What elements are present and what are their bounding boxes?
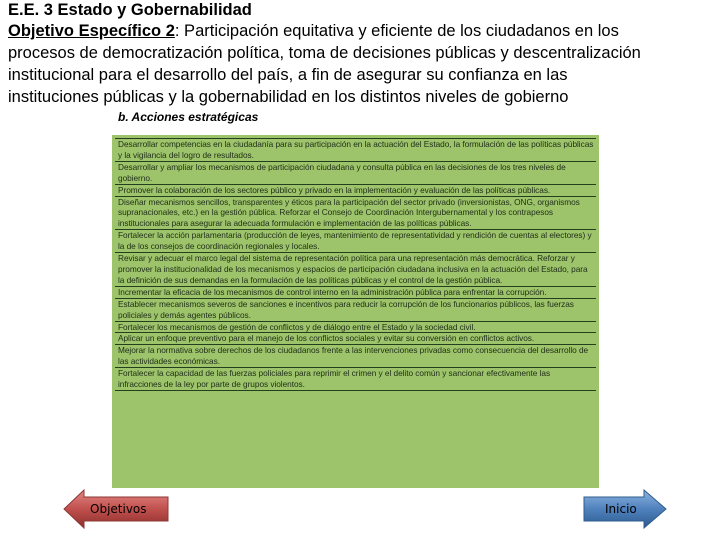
action-item: Diseñar mecanismos sencillos, transparentes y éticos para la participación del sector privado (inversionistas, ONG, organismos supranacionales, etc.) en la gestión pública. Reforzar el Consejo de Coordinación Intergubernamental y los contrapesos institucionales para asegurar la adecuada formulación e implementación de las políticas públicas.: [115, 197, 596, 231]
inicio-home-button[interactable]: [580, 489, 670, 529]
actions-panel: [112, 135, 599, 488]
action-item: Fortalecer la acción parlamentaria (producción de leyes, mantenimiento de representatividad y rendición de cuentas al electores) y la de los consejos de coordinación regionales y locales.: [115, 230, 596, 253]
objetivos-back-button[interactable]: [62, 489, 172, 529]
action-item: Desarrollar y ampliar los mecanismos de participación ciudadana y consulta pública en las decisiones de los tres niveles de gobierno.: [115, 162, 596, 185]
action-item: Mejorar la normativa sobre derechos de los ciudadanos frente a las intervenciones privadas como consecuencia del desarrollo de las actividades económicas.: [115, 345, 596, 368]
objective-text: [8, 20, 720, 108]
objetivos-label: Objetivos: [90, 502, 147, 516]
inicio-label: Inicio: [605, 502, 637, 516]
actions-list: [115, 138, 596, 391]
objective-line: instituciones públicas y la gobernabilidad en los distintos niveles de gobierno: [8, 88, 569, 106]
action-item: Fortalecer la capacidad de las fuerzas policiales para reprimir el crimen y el delito común y sancionar efectivamente las infracciones de la ley por parte de grupos violentos.: [115, 368, 596, 391]
objective-line: procesos de democratización política, toma de decisiones públicas y descentralización: [8, 44, 641, 62]
action-item: Revisar y adecuar el marco legal del sistema de representación política para una representación más democrática. Reforzar y promover la institucionalidad de los mecanismos y espacios de participación ciudadana inclusiva en la actuación del Estado, para la definición de sus demandas en la formulación de las políticas públicas y el control de la gestión pública.: [115, 253, 596, 287]
action-item: Promover la colaboración de los sectores público y privado en la implementación y evaluación de las políticas públicas.: [115, 185, 596, 197]
page-title: E.E. 3 Estado y Gobernabilidad: [8, 1, 252, 19]
action-item: Aplicar un enfoque preventivo para el manejo de los conflictos sociales y evitar su conversión en conflictos activos.: [115, 333, 596, 345]
objective-line: institucional para el desarrollo del país, a fin de asegurar su confianza en las: [8, 66, 568, 84]
action-item: Fortalecer los mecanismos de gestión de conflictos y de diálogo entre el Estado y la sociedad civil.: [115, 322, 596, 334]
action-item: Desarrollar competencias en la ciudadanía para su participación en la actuación del Estado, la formulación de las políticas públicas y la vigilancia del logro de resultados.: [115, 138, 596, 162]
objective-line: : Participación equitativa y eficiente de los ciudadanos en los: [174, 22, 619, 40]
action-item: Establecer mecanismos severos de sanciones e incentivos para reducir la corrupción de los funcionarios públicos, las fuerzas policiales y demás agentes públicos.: [115, 299, 596, 322]
action-item: Incrementar la eficacia de los mecanismos de control interno en la administración pública para enfrentar la corrupción.: [115, 287, 596, 299]
section-title: b. Acciones estratégicas: [118, 110, 259, 124]
objective-label: Objetivo Específico 2: [8, 22, 175, 40]
